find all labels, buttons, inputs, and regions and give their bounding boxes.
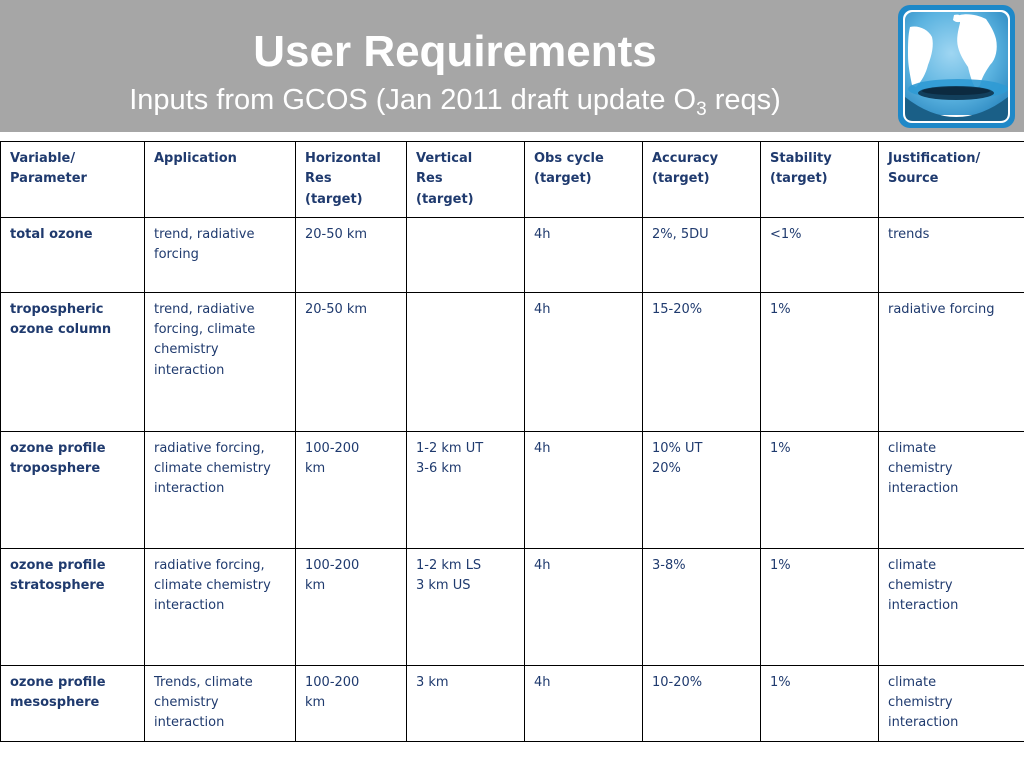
table-cell: 100-200 km (296, 665, 407, 741)
table-cell: 15-20% (643, 292, 761, 431)
table-cell: 1% (761, 431, 879, 548)
table-cell: 4h (525, 217, 643, 292)
header-cell: Justification/ Source (879, 142, 1024, 218)
table-row (1, 292, 1024, 431)
table-cell (407, 217, 525, 292)
slide-subtitle (0, 82, 910, 128)
table-row (1, 665, 1024, 741)
table-cell: 10% UT 20% (643, 431, 761, 548)
table-cell: 10-20% (643, 665, 761, 741)
table-cell: 1% (761, 292, 879, 431)
variable-cell: total ozone (1, 217, 145, 292)
table-header-row (1, 142, 1024, 218)
table-cell: 2%, 5DU (643, 217, 761, 292)
table-cell: radiative forcing (879, 292, 1024, 431)
table-cell: 20-50 km (296, 217, 407, 292)
table-row (1, 431, 1024, 548)
table-cell: 3-8% (643, 548, 761, 665)
requirements-table (0, 141, 1024, 742)
subtitle-text: Inputs from GCOS (Jan 2011 draft update O (129, 84, 697, 116)
table-cell: radiative forcing, climate chemistry interaction (145, 431, 296, 548)
table-cell: 4h (525, 548, 643, 665)
table-cell: trends (879, 217, 1024, 292)
table-cell (407, 292, 525, 431)
table-cell: 100-200 km (296, 431, 407, 548)
table-cell: 1-2 km LS 3 km US (407, 548, 525, 665)
table-cell: <1% (761, 217, 879, 292)
variable-cell: ozone profile troposphere (1, 431, 145, 548)
table-cell: 20-50 km (296, 292, 407, 431)
variable-cell: ozone profile mesosphere (1, 665, 145, 741)
table-cell: 100-200 km (296, 548, 407, 665)
subtitle-end: reqs) (706, 84, 781, 116)
table-cell: climate chemistry interaction (879, 665, 1024, 741)
table-cell: 4h (525, 292, 643, 431)
table-cell: radiative forcing, climate chemistry interaction (145, 548, 296, 665)
globe-logo-icon (898, 5, 1015, 128)
table-cell: 1-2 km UT 3-6 km (407, 431, 525, 548)
table-row (1, 217, 1024, 292)
table-cell: 1% (761, 548, 879, 665)
table-cell: trend, radiative forcing, climate chemistry interaction (145, 292, 296, 431)
header-cell: Stability (target) (761, 142, 879, 218)
table-cell: 4h (525, 431, 643, 548)
header-cell: Application (145, 142, 296, 218)
table-cell: trend, radiative forcing (145, 217, 296, 292)
table-cell: Trends, climate chemistry interaction (145, 665, 296, 741)
table-cell: 3 km (407, 665, 525, 741)
header-cell: Variable/ Parameter (1, 142, 145, 218)
subtitle-subscript: 3 (696, 99, 707, 120)
header-cell: Vertical Res (target) (407, 142, 525, 218)
table-cell: 1% (761, 665, 879, 741)
table-row (1, 548, 1024, 665)
table-cell: climate chemistry interaction (879, 431, 1024, 548)
header-cell: Obs cycle (target) (525, 142, 643, 218)
header-cell: Horizontal Res (target) (296, 142, 407, 218)
header-cell: Accuracy (target) (643, 142, 761, 218)
slide-header (0, 0, 1024, 132)
slide-title: User Requirements (253, 27, 657, 76)
variable-cell: tropospheric ozone column (1, 292, 145, 431)
table-cell: climate chemistry interaction (879, 548, 1024, 665)
table-cell: 4h (525, 665, 643, 741)
variable-cell: ozone profile stratosphere (1, 548, 145, 665)
